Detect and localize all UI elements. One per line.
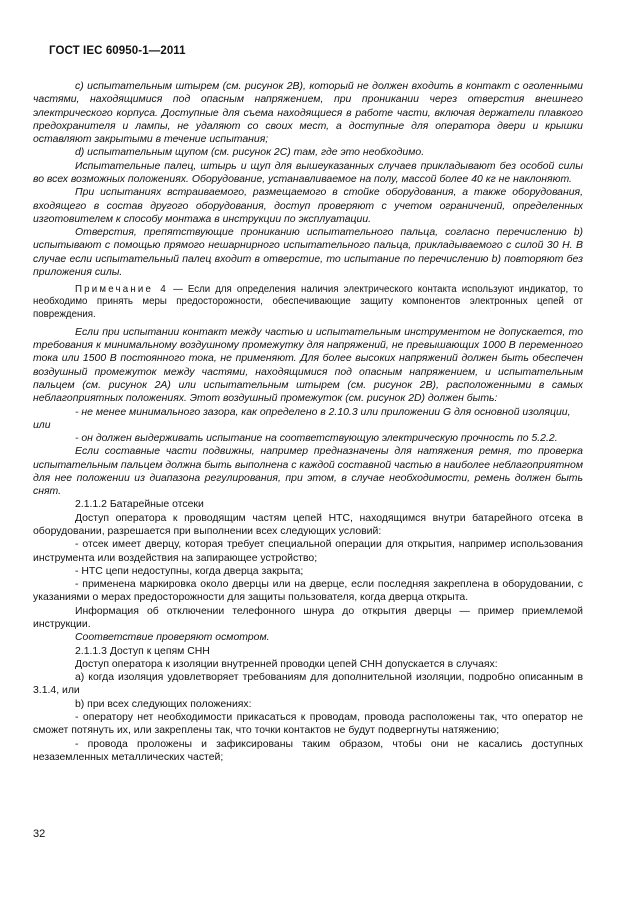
document-header: ГОСТ IEC 60950-1—2011 (49, 45, 186, 57)
paragraph-selv-case-b: b) при всех следующих положениях: (75, 698, 252, 710)
paragraph-compliance-inspection: Соответствие проверяют осмотром. (75, 632, 270, 644)
paragraph-openings: Отверстия, препятствующие прониканию испытательного пальца, согласно перечислению b) испытывают с помощью прямого нешарнирного испытательного пальца, прикладываемого с силой 30 Н. В случае если испытательный палец входит в отверстие, то испытание по перечислению b) повторяют без приложения силы. (33, 227, 583, 278)
paragraph-battery-condition-3: - применена маркировка около дверцы или на дверце, если последняя закреплена в оборудовании, с указаниями о мерах предосторожности для защиты пользователя, когда дверца открыта. (33, 579, 583, 604)
paragraph-movable-parts: Если составные части подвижны, например предназначены для натяжения ремня, то проверка испытательным пальцем должна быть выполнена с каждой составной частью в наиболее неблагоприятном для нее положении из диапазона регулирования, при этом, в случае необходимости, ремень должен быть снят. (33, 446, 583, 498)
paragraph-selv-condition-2: - провода проложены и зафиксированы таким образом, чтобы они не касались доступных незаземленных металлических частей; (33, 738, 583, 763)
paragraph-built-in-equipment: При испытаниях встраиваемого, размещаемого в стойке оборудования, а также оборудования, входящего в состав другого оборудования, доступ проверяют с учетом ограничений, определенных изготовителем к способу монтажа в инструкции по эксплуатации. (33, 187, 583, 225)
paragraph-clearance-option-2: - он должен выдерживать испытание на соответствующую электрическую прочность по 5.2.2. (75, 433, 558, 445)
paragraph-test-application: Испытательные палец, штырь и щуп для вышеуказанных случаев прикладывают без особой силы во всех возможных положениях. Оборудование, устанавливаемое на полу, массой более 40 кг не наклоняют. (33, 160, 583, 185)
paragraph-or: или (33, 419, 51, 431)
paragraph-battery-access: Доступ оператора к проводящим частям цепей НТС, находящимся внутри батарейного отсека в оборудовании, разрешается при выполнении всех следующих условий: (33, 512, 583, 538)
note-label: Примечание 4 (75, 284, 168, 296)
note-4 (33, 284, 583, 321)
paragraph-contact-clearance: Если при испытании контакт между частью и испытательным инструментом не допускается, то требования к минимальному воздушному промежутку для напряжений, не превышающих 1000 В переменного тока или 1500 В постоянного тока, не применяют. Для более высоких напряжений должен быть обеспечен воздушный промежуток между частями, находящимися под опасным напряжением, и испытательным пальцем (см. рисунок 2A) или испытательным штырем (см. рисунок 2B), расположенными в самых неблагоприятных положениях. Этот воздушный промежуток (см. рисунок 2D) должен быть: (33, 326, 583, 405)
paragraph-selv-condition-1: - оператору нет необходимости прикасаться к проводам, провода расположены так, что оператор не сможет потянуть их, или закреплены так, что точки контактов не будут подвергнуты натяжению; (33, 711, 583, 737)
paragraph-phone-cord-info: Информация об отключении телефонного шнура до открытия дверцы — пример приемлемой инструкции. (33, 605, 583, 631)
page-number: 32 (33, 828, 46, 840)
document-body (33, 80, 583, 764)
paragraph-selv-case-a: a) когда изоляция удовлетворяет требованиям для дополнительной изоляции, подробно описанным в 3.1.4, или (33, 672, 583, 697)
paragraph-clearance-option-1: - не менее минимального зазора, как определено в 2.10.3 или приложении G для основной изоляции, (75, 406, 571, 418)
section-heading-2-1-1-2: 2.1.1.2 Батарейные отсеки (75, 499, 204, 511)
paragraph-item-c: c) испытательным штырем (см. рисунок 2B), который не должен входить в контакт с оголенными частями, находящимися под опасным напряжением, при проникании через отверстия внешнего электрического корпуса. Доступные для съема находящиеся в работе части, включая держатели плавкого предохранителя и лампы, не удаляют со своих мест, а доступные для оператора двери и крышки оставляют закрытыми в течение испытания; (33, 81, 583, 146)
paragraph-item-d: d) испытательным щупом (см. рисунок 2C) там, где это необходимо. (75, 147, 425, 159)
paragraph-selv-access: Доступ оператора к изоляции внутренней проводки цепей СНН допускается в случаях: (75, 658, 498, 670)
paragraph-battery-condition-1: - отсек имеет дверцу, которая требует специальной операции для открытия, например использования инструмента или воздействия на запирающее устройство; (33, 539, 583, 564)
paragraph-battery-condition-2: - НТС цепи недоступны, когда дверца закрыта; (75, 565, 304, 577)
note-text: — Если для определения наличия электрического контакта используют индикатор, то необходимо принять меры предосторожности, обеспечивающие защиту компонентов электронных цепей от повреждения. (33, 284, 583, 320)
section-heading-2-1-1-3: 2.1.1.3 Доступ к цепям СНН (75, 645, 210, 657)
